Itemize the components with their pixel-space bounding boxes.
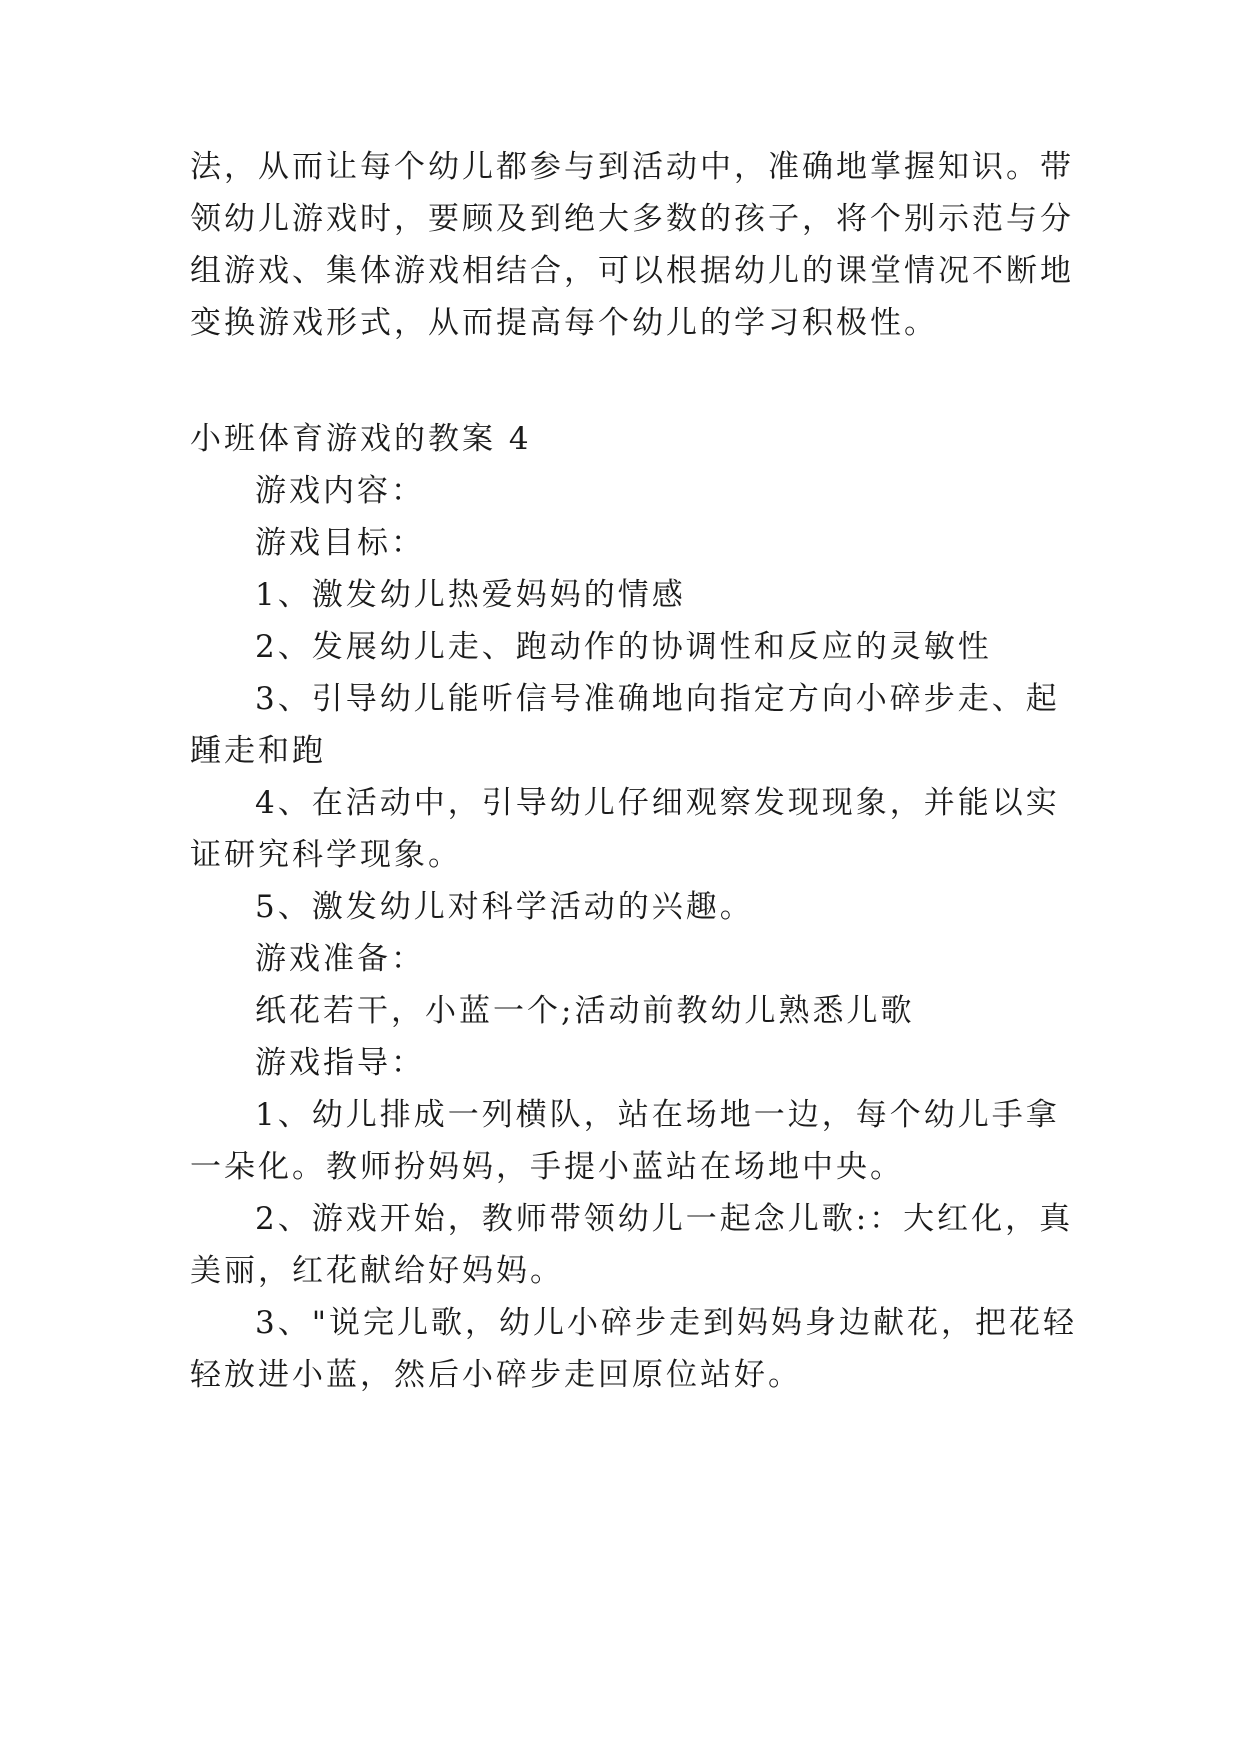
section-title: 小班体育游戏的教案 4: [190, 421, 532, 457]
goal-item: 3、引导幼儿能听信号准确地向指定方向小碎步走、起: [255, 681, 1060, 717]
guide-item-continuation: 一朵化。教师扮妈妈，手提小蓝站在场地中央。: [190, 1149, 904, 1185]
guide-item-continuation: 轻放进小蓝，然后小碎步走回原位站好。: [190, 1357, 802, 1393]
paragraph-line: 变换游戏形式，从而提高每个幼儿的学习积极性。: [190, 305, 938, 341]
paragraph-line: 组游戏、集体游戏相结合，可以根据幼儿的课堂情况不断地: [190, 253, 1074, 289]
guide-item: 2、游戏开始，教师带领幼儿一起念儿歌:：大红化，真: [255, 1201, 1074, 1237]
goal-item: 2、发展幼儿走、跑动作的协调性和反应的灵敏性: [255, 629, 992, 665]
prep-text: 纸花若干，小蓝一个;活动前教幼儿熟悉儿歌: [255, 993, 915, 1029]
paragraph-line: 法，从而让每个幼儿都参与到活动中，准确地掌握知识。带: [190, 149, 1074, 185]
goal-item: 4、在活动中，引导幼儿仔细观察发现现象，并能以实: [255, 785, 1060, 821]
paragraph-line: 领幼儿游戏时，要顾及到绝大多数的孩子，将个别示范与分: [190, 201, 1074, 237]
goal-item: 5、激发幼儿对科学活动的兴趣。: [255, 889, 754, 925]
goal-item-continuation: 踵走和跑: [190, 733, 326, 769]
guide-item-continuation: 美丽，红花献给好妈妈。: [190, 1253, 564, 1289]
guide-item: 3、"说完儿歌，幼儿小碎步走到妈妈身边献花，把花轻: [255, 1305, 1077, 1341]
guide-label: 游戏指导：: [255, 1045, 425, 1081]
prep-label: 游戏准备：: [255, 941, 425, 977]
content-label: 游戏内容：: [255, 473, 425, 509]
goal-item-continuation: 证研究科学现象。: [190, 837, 462, 873]
goal-item: 1、激发幼儿热爱妈妈的情感: [255, 577, 686, 613]
guide-item: 1、幼儿排成一列横队，站在场地一边，每个幼儿手拿: [255, 1097, 1060, 1133]
goals-label: 游戏目标：: [255, 525, 425, 561]
